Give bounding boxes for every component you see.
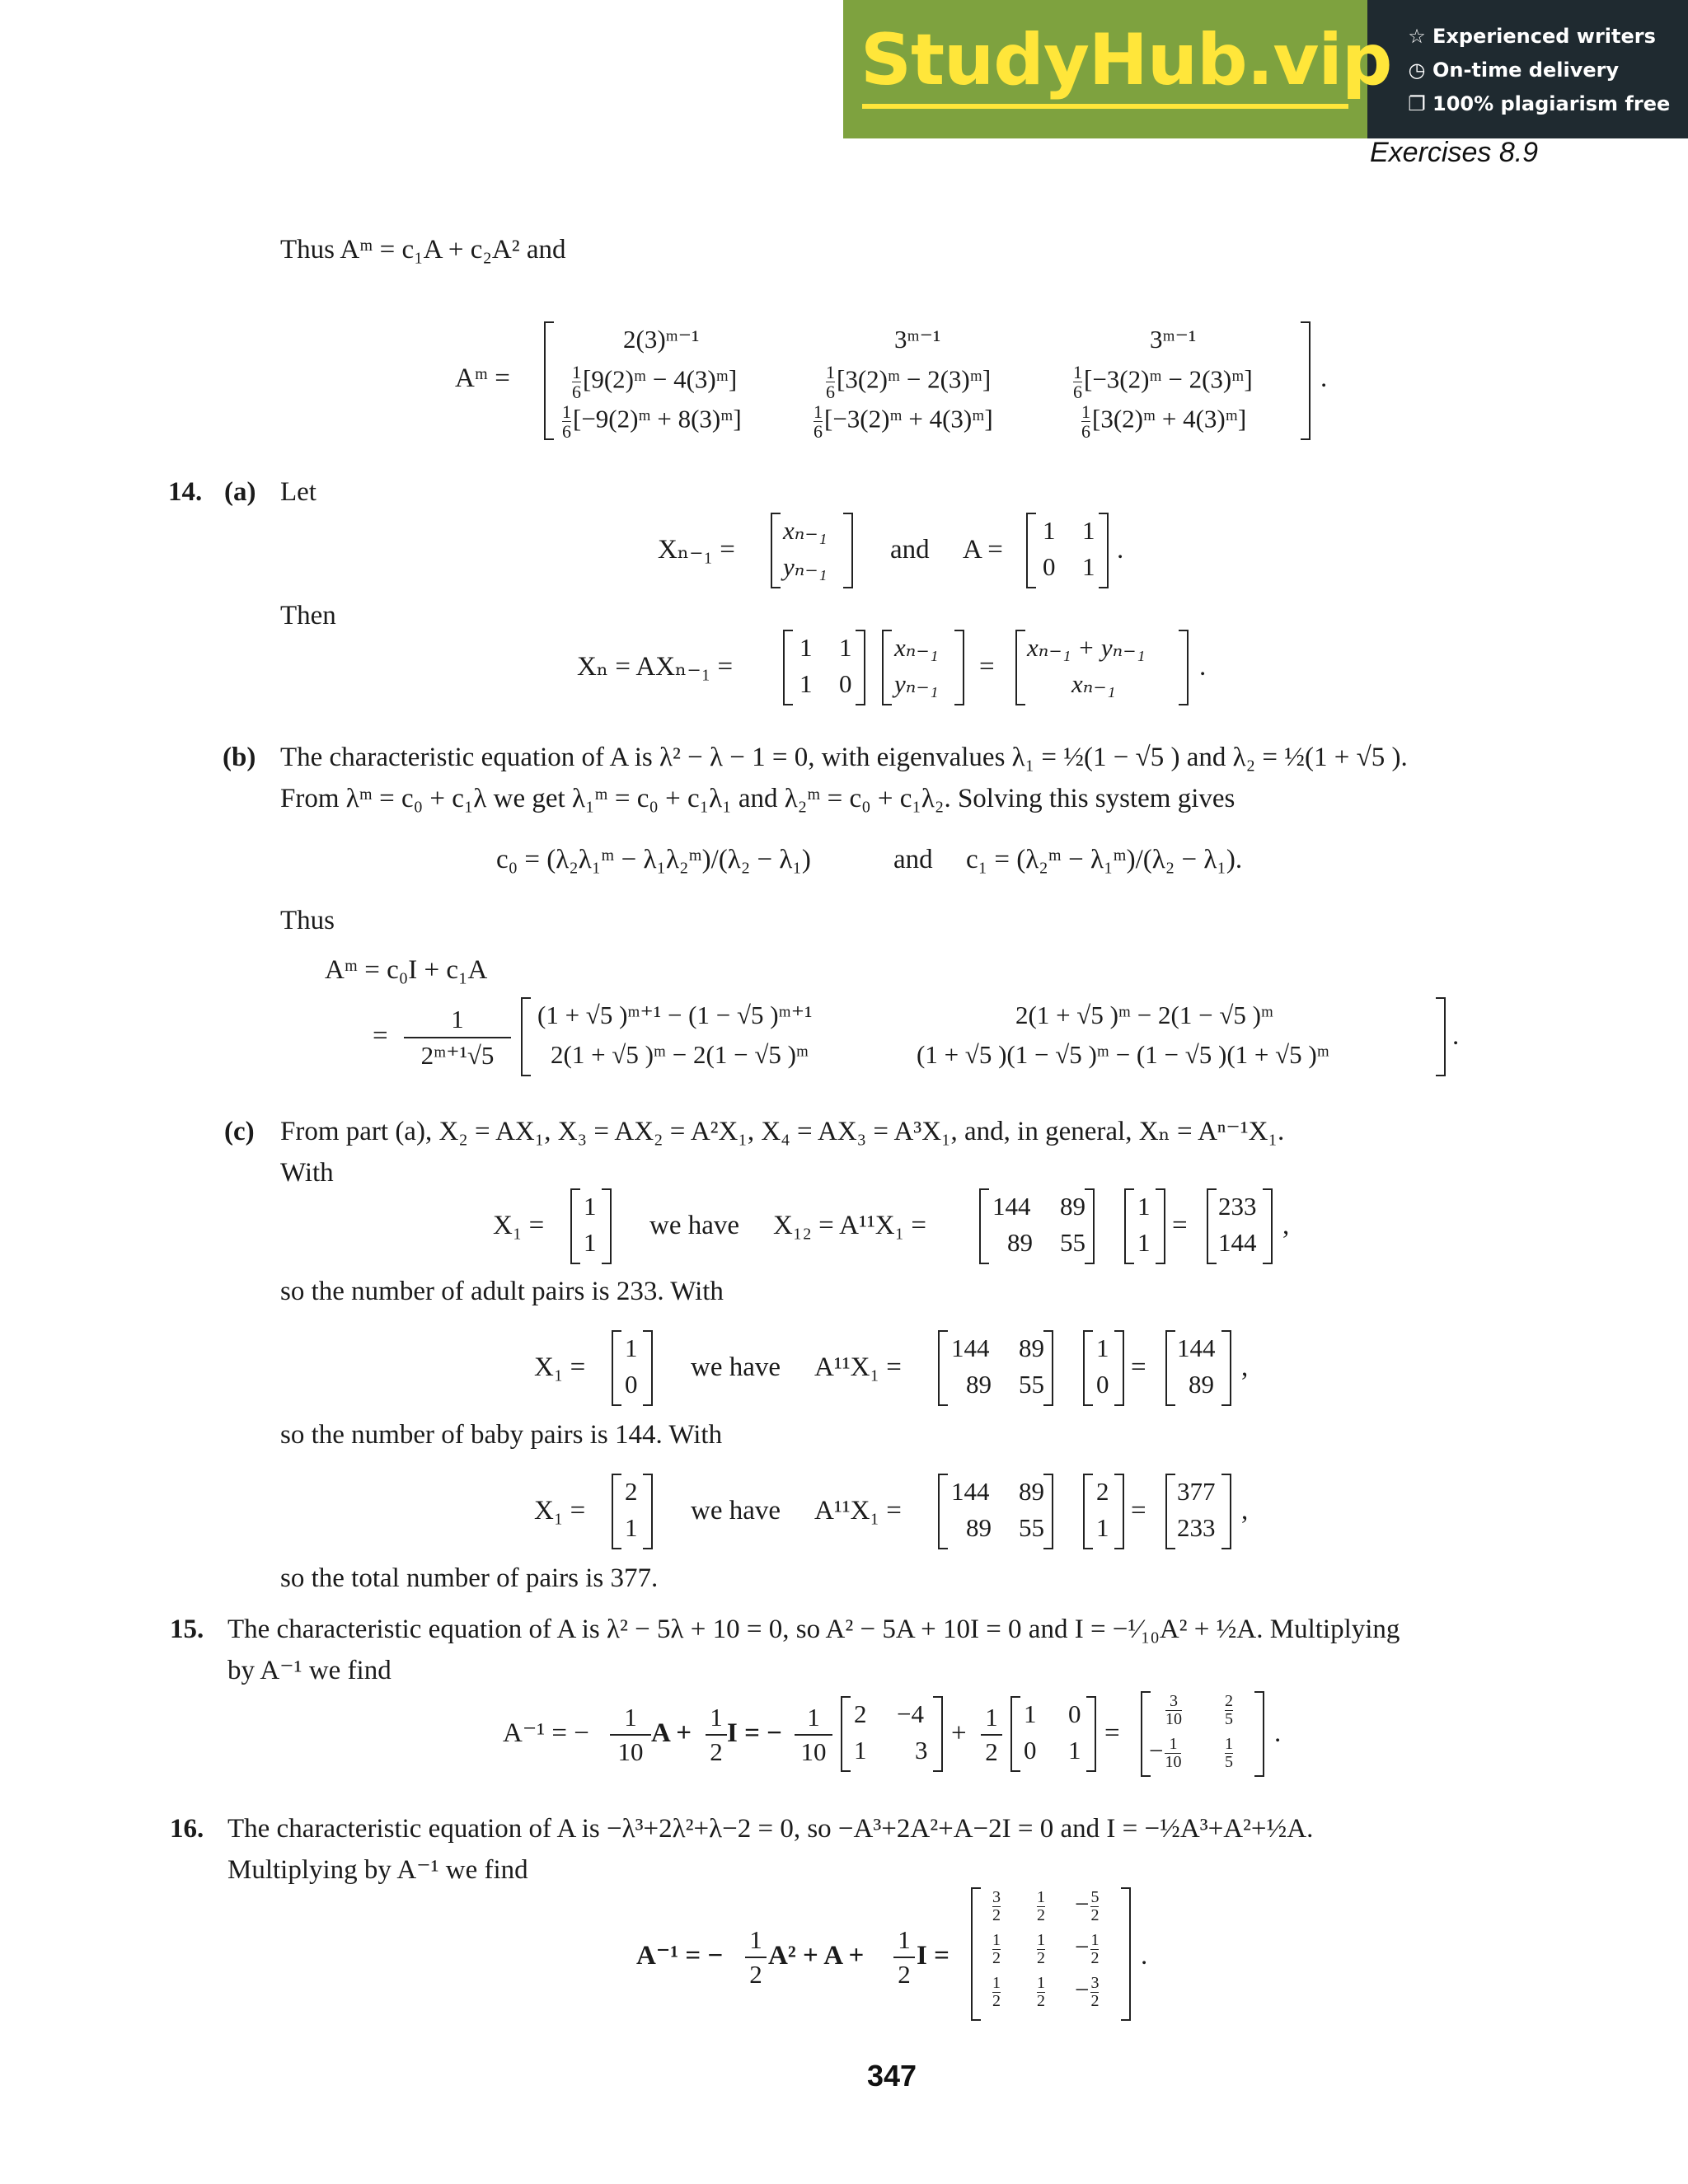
p14a-v2: xₙ₋₁ + yₙ₋₁ xₙ₋₁	[1015, 630, 1189, 705]
brand-underline	[862, 104, 1348, 109]
p14c-x1-vector: 1 0	[612, 1330, 653, 1406]
brand-logo[interactable]: StudyHub.vip	[860, 19, 1392, 101]
p15-m2: 1 0 0 1	[1010, 1696, 1096, 1772]
copy-icon: ❐	[1408, 92, 1426, 115]
p14c-x1-vector: 2 1	[1083, 1474, 1124, 1549]
p16-number: 16.	[170, 1814, 204, 1844]
p14b-thus: Thus	[280, 906, 335, 935]
p14c-result-vector: 144 89	[1165, 1330, 1231, 1406]
p15-number: 15.	[170, 1615, 204, 1644]
p16-line1: The characteristic equation of A is −λ³+2λ²+λ−2 = 0, so −A³+2A²+A−2I = 0 and I = −½A³+A²+½A.	[227, 1814, 1314, 1844]
p14a-xn-lhs: Xₙ = AXₙ₋₁ =	[577, 652, 734, 682]
p13-matrix: 2(3)ᵐ⁻¹ 3ᵐ⁻¹ 3ᵐ⁻¹ $\frac{1}{6}$ [9(2)ᵐ − 4(3)ᵐ] $\frac{1}{6}$ [3(2)ᵐ − 2(3)ᵐ] $\frac{1}{6}$ [−3(2)ᵐ − 2(3)ᵐ] $\frac{1}{6}$ [−9(2)ᵐ + 8(3)ᵐ] $\frac{1}{6}$ [−3(2)ᵐ + 4(3)ᵐ] $\frac{1}{6}$ [3(2)ᵐ + 4(3)ᵐ]	[544, 321, 1311, 440]
p14c-x1-vector: 1 1	[570, 1188, 612, 1264]
p14c-a11-matrix: 144 89 89 55	[979, 1188, 1095, 1264]
perk-item: ❐ 100% plagiarism free	[1406, 87, 1670, 121]
perks-list	[1406, 20, 1670, 121]
p14c-x1-vector: 1 1	[1124, 1188, 1165, 1264]
p14a-let: Let	[280, 477, 316, 507]
p15-result: $\frac{3}{10}$ $\frac{2}{5}$ − $\frac{1}{10}$ $\frac{1}{5}$	[1141, 1691, 1264, 1777]
p16-line2: Multiplying by A⁻¹ we find	[227, 1855, 528, 1885]
p14c-a11-matrix: 144 89 89 55	[938, 1330, 1053, 1406]
p15-line1: The characteristic equation of A is λ² − 5λ + 10 = 0, so A² − 5A + 10I = 0 and I = −¹⁄₁₀A² + ½A. Multiplying	[227, 1615, 1400, 1644]
p14b-and: and	[893, 845, 933, 874]
p14b-scalar-fraction: 1 2ᵐ⁺¹√5	[404, 1002, 511, 1073]
p14c-x1-vector: 2 1	[612, 1474, 653, 1549]
p13-intro: Thus Aᵐ = c₁A + c₂A² and	[280, 235, 566, 265]
p14a-xdef-vector: xₙ₋₁ yₙ₋₁	[771, 513, 853, 588]
p14c-with: With	[280, 1158, 334, 1188]
p14-number: 14.	[168, 477, 203, 507]
p14a-v1: xₙ₋₁ yₙ₋₁	[882, 630, 964, 705]
p14b-c1: c₁ = (λ₂ᵐ − λ₁ᵐ)/(λ₂ − λ₁).	[966, 845, 1243, 874]
p14c-result-vector: 233 144	[1207, 1188, 1273, 1264]
p14b-am: Aᵐ = c₀I + c₁A	[325, 955, 488, 985]
p14a-xdef-lhs: Xₙ₋₁ =	[658, 535, 735, 565]
p14b-label: (b)	[223, 743, 256, 772]
p14c-a11-matrix: 144 89 89 55	[938, 1474, 1053, 1549]
p14c-label: (c)	[224, 1117, 255, 1146]
p14b-line2: From λᵐ = c₀ + c₁λ we get λ₁ᵐ = c₀ + c₁λ₁ and λ₂ᵐ = c₀ + c₁λ₂. Solving this system gives	[280, 784, 1236, 813]
perk-item: ◷ On-time delivery	[1406, 54, 1670, 87]
p14b-line1: The characteristic equation of A is λ² − λ − 1 = 0, with eigenvalues λ₁ = ½(1 − √5 ) and λ₂ = ½(1 + √5 ).	[280, 743, 1408, 772]
p14c-line1: From part (a), X₂ = AX₁, X₃ = AX₂ = A²X₁, X₄ = AX₃ = A³X₁, and, in general, Xₙ = Aⁿ⁻¹X₁.	[280, 1117, 1285, 1146]
p15-line2: by A⁻¹ we find	[227, 1656, 392, 1685]
p14a-and: and	[890, 535, 930, 565]
clock-icon: ◷	[1408, 59, 1426, 82]
p14c-result-vector: 377 233	[1165, 1474, 1231, 1549]
p14a-a-matrix: 1 1 0 1	[1026, 513, 1109, 588]
p14a-then: Then	[280, 601, 336, 630]
p15-m1: 2 −4 1 3	[841, 1696, 943, 1772]
perk-item: ☆ Experienced writers	[1406, 20, 1670, 54]
p13-lhs: Aᵐ =	[455, 363, 510, 393]
star-icon: ☆	[1408, 25, 1426, 48]
p14b-c0: c₀ = (λ₂λ₁ᵐ − λ₁λ₂ᵐ)/(λ₂ − λ₁)	[496, 845, 811, 874]
p16-result: $\frac{3}{2}$ $\frac{1}{2}$ − $\frac{5}{2}$ $\frac{1}{2}$ $\frac{1}{2}$ − $\frac{1}{2}$ $\frac{1}{2}$ $\frac{1}{2}$ − $\frac{3}{2}$	[971, 1887, 1131, 2021]
p14b-matrix: (1 + √5 )ᵐ⁺¹ − (1 − √5 )ᵐ⁺¹ 2(1 + √5 )ᵐ − 2(1 − √5 )ᵐ 2(1 + √5 )ᵐ − 2(1 − √5 )ᵐ (1 + √5 )(1 − √5 )ᵐ − (1 − √5 )(1 + √5 )ᵐ	[521, 997, 1446, 1076]
page-number: 347	[867, 2059, 917, 2093]
p14a-adef-lhs: A =	[963, 535, 1003, 565]
p14c-x1-vector: 1 0	[1083, 1330, 1124, 1406]
p14a-m1: 1 1 1 0	[783, 630, 865, 705]
p14a-label: (a)	[224, 477, 256, 507]
section-header: Exercises 8.9	[1370, 137, 1539, 168]
